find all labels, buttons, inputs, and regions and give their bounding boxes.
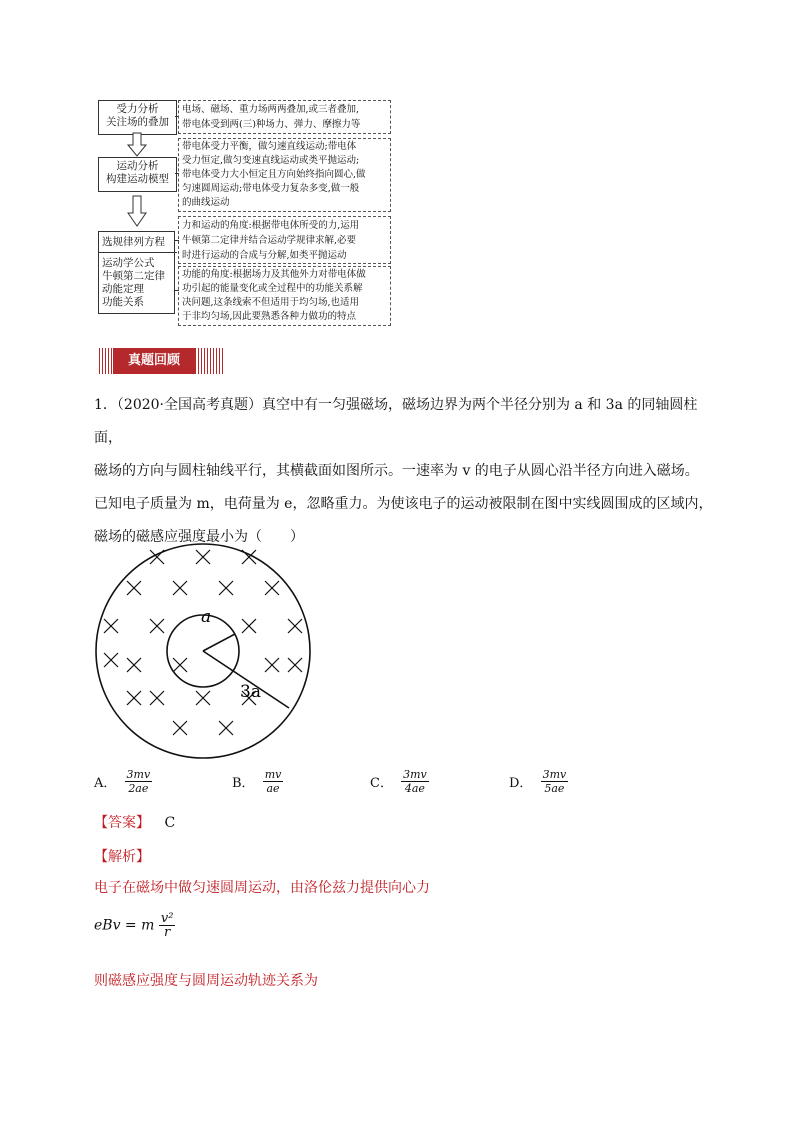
note-line: 的曲线运动 — [182, 197, 230, 208]
box-title: 选规律列方程 — [102, 236, 165, 248]
note-line: 于非均匀场,因此要熟悉各种力做功的特点 — [182, 311, 357, 322]
field-cross-icon — [150, 691, 164, 705]
analysis-label: 【解析】 — [94, 849, 150, 865]
field-cross-icon — [288, 658, 302, 672]
down-arrow-icon — [126, 195, 148, 227]
box-line: 受力分析 — [116, 103, 159, 115]
field-cross-icon — [127, 581, 141, 595]
box-line: 运动分析 — [116, 160, 159, 172]
analysis-line: 则磁感应强度与圆周运动轨迹关系为 — [94, 973, 318, 989]
magnetic-field-figure — [92, 540, 314, 762]
field-cross-icon — [104, 653, 118, 667]
field-cross-icon — [265, 581, 279, 595]
inner-radius-line — [203, 634, 235, 651]
note-line: 匀速圆周运动;带电体受力复杂多变,做一般 — [182, 183, 360, 194]
option-b[interactable] — [232, 768, 283, 795]
formula-denominator: r — [164, 925, 171, 940]
field-cross-icon — [173, 658, 187, 672]
outer-radius-label: 3a — [240, 682, 261, 702]
note-line: 时进行运动的合成与分解,如类平抛运动 — [182, 250, 347, 261]
field-cross-icon — [173, 581, 187, 595]
law-line: 功能关系 — [102, 296, 144, 308]
note-line: 力和运动的角度:根据带电体所受的力,运用 — [182, 220, 360, 231]
numerator: 3mv — [126, 768, 151, 781]
down-arrow-icon — [126, 132, 148, 157]
denominator: 2ae — [128, 782, 149, 795]
note-line: 带电体受力平衡，做匀速直线运动;带电体 — [182, 141, 357, 152]
note-energy — [178, 266, 391, 326]
section-banner — [99, 348, 223, 374]
field-cross-icon — [265, 658, 279, 672]
denominator: 5ae — [544, 782, 565, 795]
answer-line — [94, 812, 175, 832]
field-cross-icon — [127, 691, 141, 705]
note-motion-models — [178, 138, 391, 212]
note-line: 带电体受力大小恒定且方向始终指向圆心,做 — [182, 169, 366, 180]
field-cross-icon — [242, 619, 256, 633]
question-line: 磁场的磁感应强度最小为（ ） — [94, 529, 304, 545]
analysis-line: 电子在磁场中做匀速圆周运动，由洛伦兹力提供向心力 — [94, 880, 430, 896]
option-fraction — [541, 768, 569, 795]
option-fraction — [263, 768, 284, 795]
note-field-superposition — [178, 100, 391, 134]
note-line: 功引起的能量变化或全过程中的功能关系解 — [182, 283, 363, 294]
question-text — [94, 389, 714, 554]
option-letter: C． — [370, 776, 393, 791]
note-line: 带电体受到两(三)种场力、弹力、摩擦力等 — [182, 119, 361, 130]
field-cross-icon — [219, 721, 233, 735]
formula — [94, 912, 175, 939]
answer-value: C — [164, 815, 176, 831]
note-line: 牛顿第二定律并结合运动学规律求解,必要 — [182, 235, 357, 246]
formula-numerator: v² — [160, 911, 174, 926]
numerator: mv — [264, 768, 282, 781]
option-d[interactable] — [509, 768, 568, 795]
option-letter: D． — [509, 776, 533, 791]
box-line: 关注场的叠加 — [106, 116, 169, 128]
note-line: 受力恒定,做匀变速直线运动或类平抛运动; — [182, 155, 360, 166]
question-line: 磁场的方向与圆柱轴线平行，其横截面如图所示。一速率为 v 的电子从圆心沿半径方向进入磁场。 — [94, 463, 699, 479]
option-c[interactable] — [370, 768, 429, 795]
option-a[interactable] — [94, 768, 152, 795]
law-line: 动能定理 — [102, 283, 144, 295]
note-line: 决问题,这条线索不但适用于均匀场,也适用 — [182, 297, 360, 308]
formula-fraction — [159, 912, 176, 939]
note-line: 功能的角度:根据场力及其他外力对带电体做 — [182, 269, 366, 280]
option-letter: B． — [232, 776, 255, 791]
field-cross-icon — [173, 721, 187, 735]
option-fraction — [401, 768, 429, 795]
option-fraction — [125, 768, 153, 795]
motion-analysis-box — [98, 157, 177, 192]
question-line: 已知电子质量为 m，电荷量为 e，忽略重力。为使该电子的运动被限制在图中实线圆围成的区域内， — [94, 496, 713, 512]
law-line: 运动学公式 — [102, 257, 155, 269]
field-cross-icon — [150, 619, 164, 633]
field-crosses — [104, 550, 302, 735]
note-force-motion — [178, 216, 391, 264]
field-cross-icon — [104, 619, 118, 633]
numerator: 3mv — [403, 768, 427, 781]
option-letter: A． — [94, 776, 117, 791]
law-line: 牛顿第二定律 — [102, 270, 165, 282]
equation-box-divider — [98, 252, 177, 253]
question-line: 1．（2020·全国高考真题）真空中有一匀强磁场，磁场边界为两个半径分别为 a 和 3a 的同轴圆柱面， — [94, 397, 698, 446]
answer-label: 【答案】 — [94, 815, 150, 831]
inner-radius-label: a — [201, 607, 212, 627]
field-cross-icon — [219, 581, 233, 595]
denominator: ae — [266, 782, 280, 795]
field-cross-icon — [196, 691, 210, 705]
numerator: 3mv — [542, 768, 567, 781]
box-line: 构建运动模型 — [106, 173, 169, 185]
denominator: 4ae — [404, 782, 425, 795]
formula-left: eBv = m — [94, 917, 155, 934]
force-analysis-box — [98, 100, 177, 135]
field-cross-icon — [127, 658, 141, 672]
equation-box — [98, 231, 175, 314]
banner-title: 真题回顾 — [113, 348, 195, 374]
field-cross-icon — [196, 550, 210, 564]
field-cross-icon — [288, 619, 302, 633]
note-line: 电场、磁场、重力场两两叠加,或三者叠加, — [182, 104, 360, 115]
